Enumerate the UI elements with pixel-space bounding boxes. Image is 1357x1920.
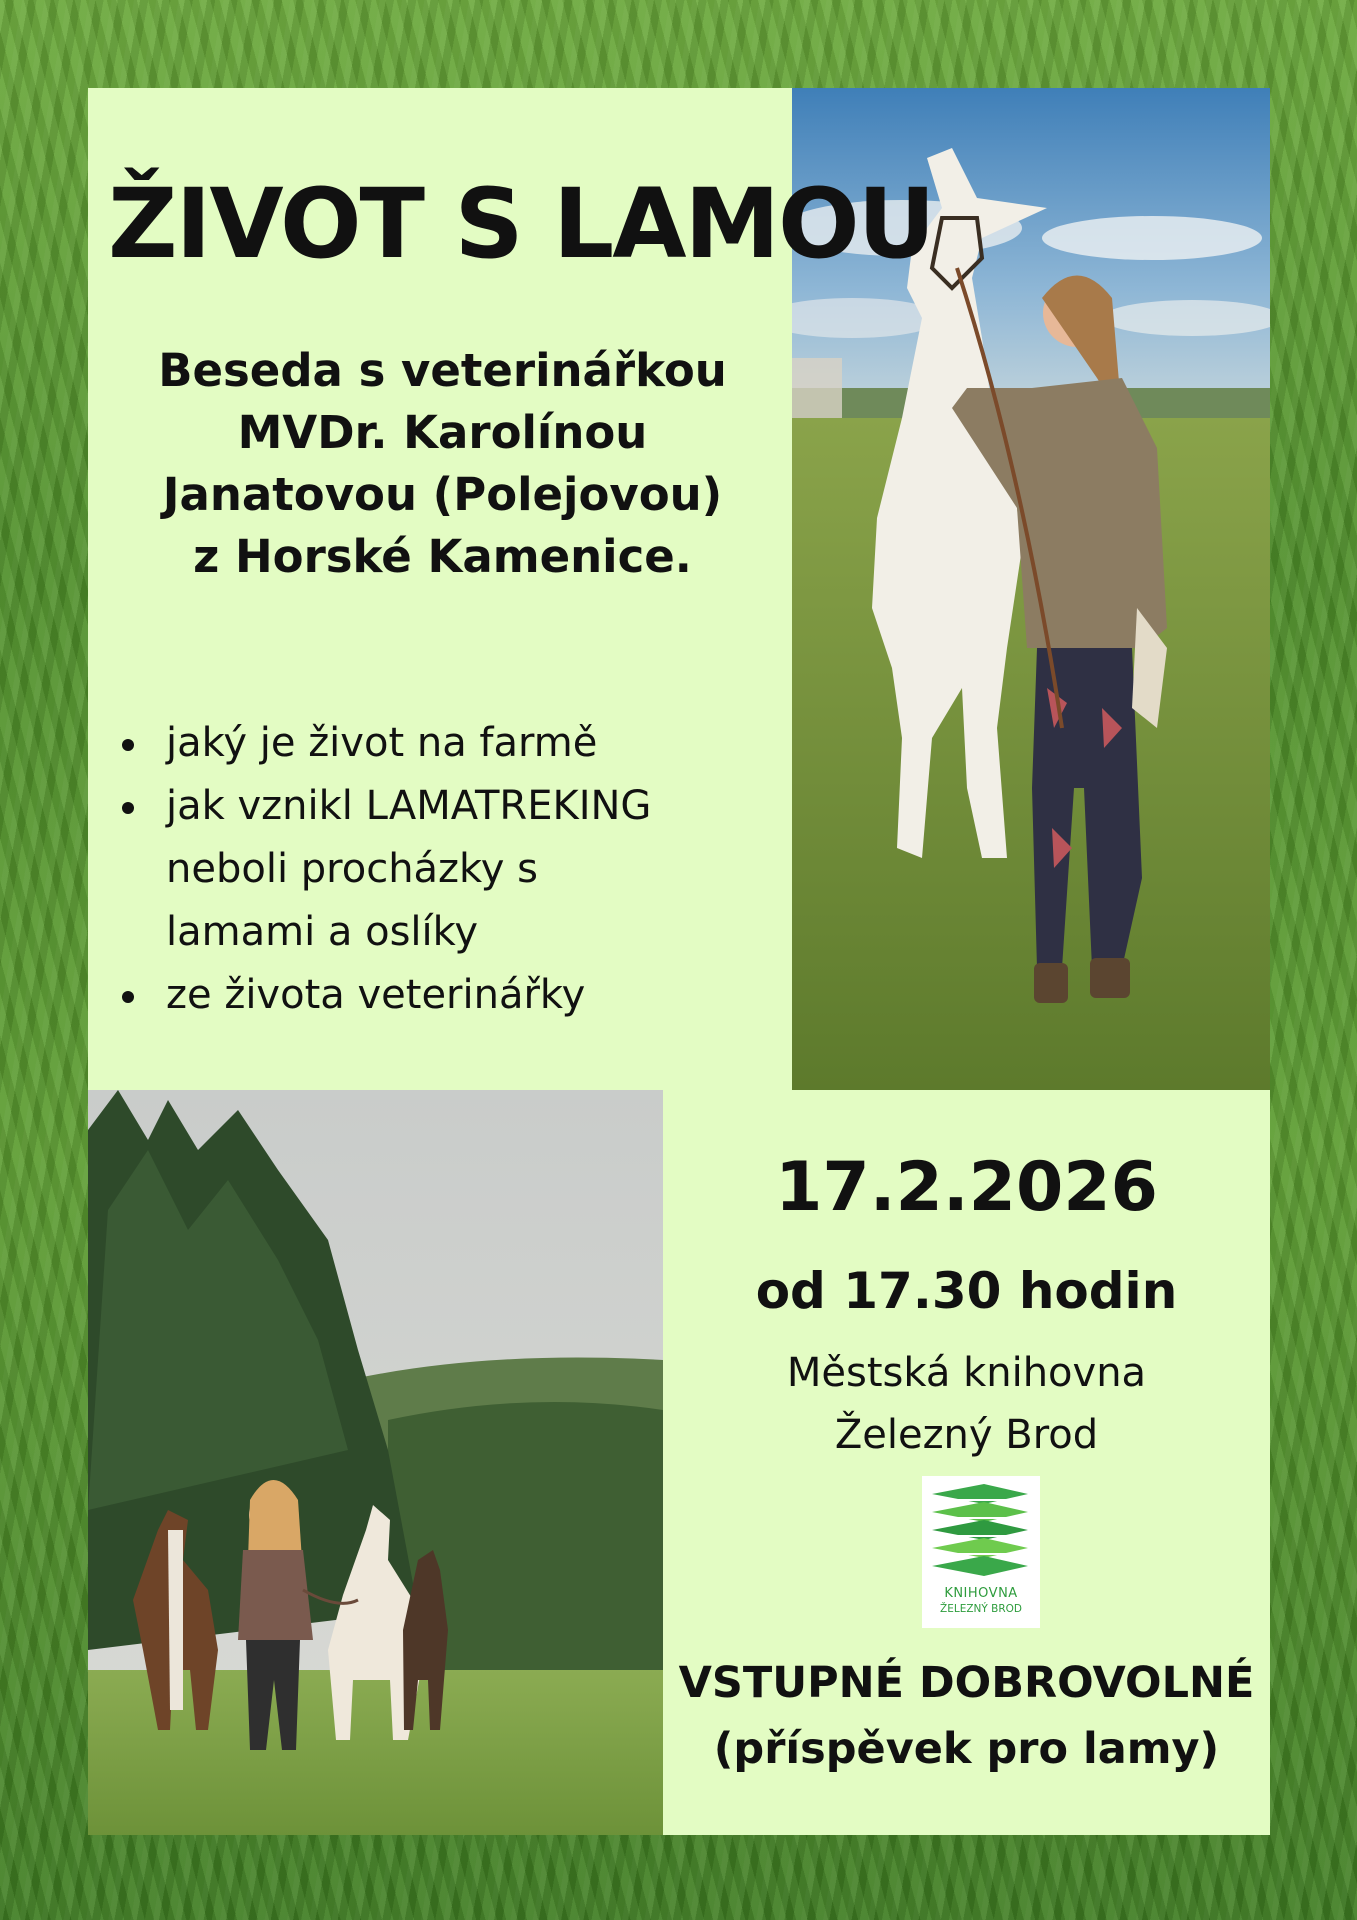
entry-fee-note: (příspěvek pro lamy) xyxy=(713,1724,1220,1774)
subtitle-line: z Horské Kamenice. xyxy=(193,530,692,583)
venue xyxy=(663,1342,1270,1466)
topic-item: jak vznikl LAMATREKING neboli procházky s lamami a oslíky xyxy=(120,775,696,964)
poster-title: ŽIVOT S LAMOU xyxy=(108,168,934,280)
event-time: od 17.30 hodin xyxy=(755,1262,1178,1320)
topic-item: jaký je život na farmě xyxy=(120,712,740,775)
library-logo xyxy=(922,1476,1040,1628)
event-date: 17.2.2026 xyxy=(775,1148,1158,1227)
subtitle-line: Beseda s veterinářkou xyxy=(158,344,727,397)
logo-text: ŽELEZNÝ BROD xyxy=(940,1603,1022,1615)
topics-list xyxy=(120,712,740,1027)
library-books-icon xyxy=(922,1476,1040,1584)
logo-text: KNIHOVNA xyxy=(944,1586,1018,1601)
entry-fee: VSTUPNÉ DOBROVOLNÉ xyxy=(678,1658,1255,1708)
venue-line: Železný Brod xyxy=(834,1412,1099,1458)
subtitle-line: MVDr. Karolínou xyxy=(237,406,648,459)
topic-item: ze života veterinářky xyxy=(120,964,740,1027)
venue-line: Městská knihovna xyxy=(786,1350,1147,1396)
subtitle-line: Janatovou (Polejovou) xyxy=(162,468,723,521)
speaker-description xyxy=(100,340,785,588)
woman-walking-llamas-photo xyxy=(88,1090,663,1835)
